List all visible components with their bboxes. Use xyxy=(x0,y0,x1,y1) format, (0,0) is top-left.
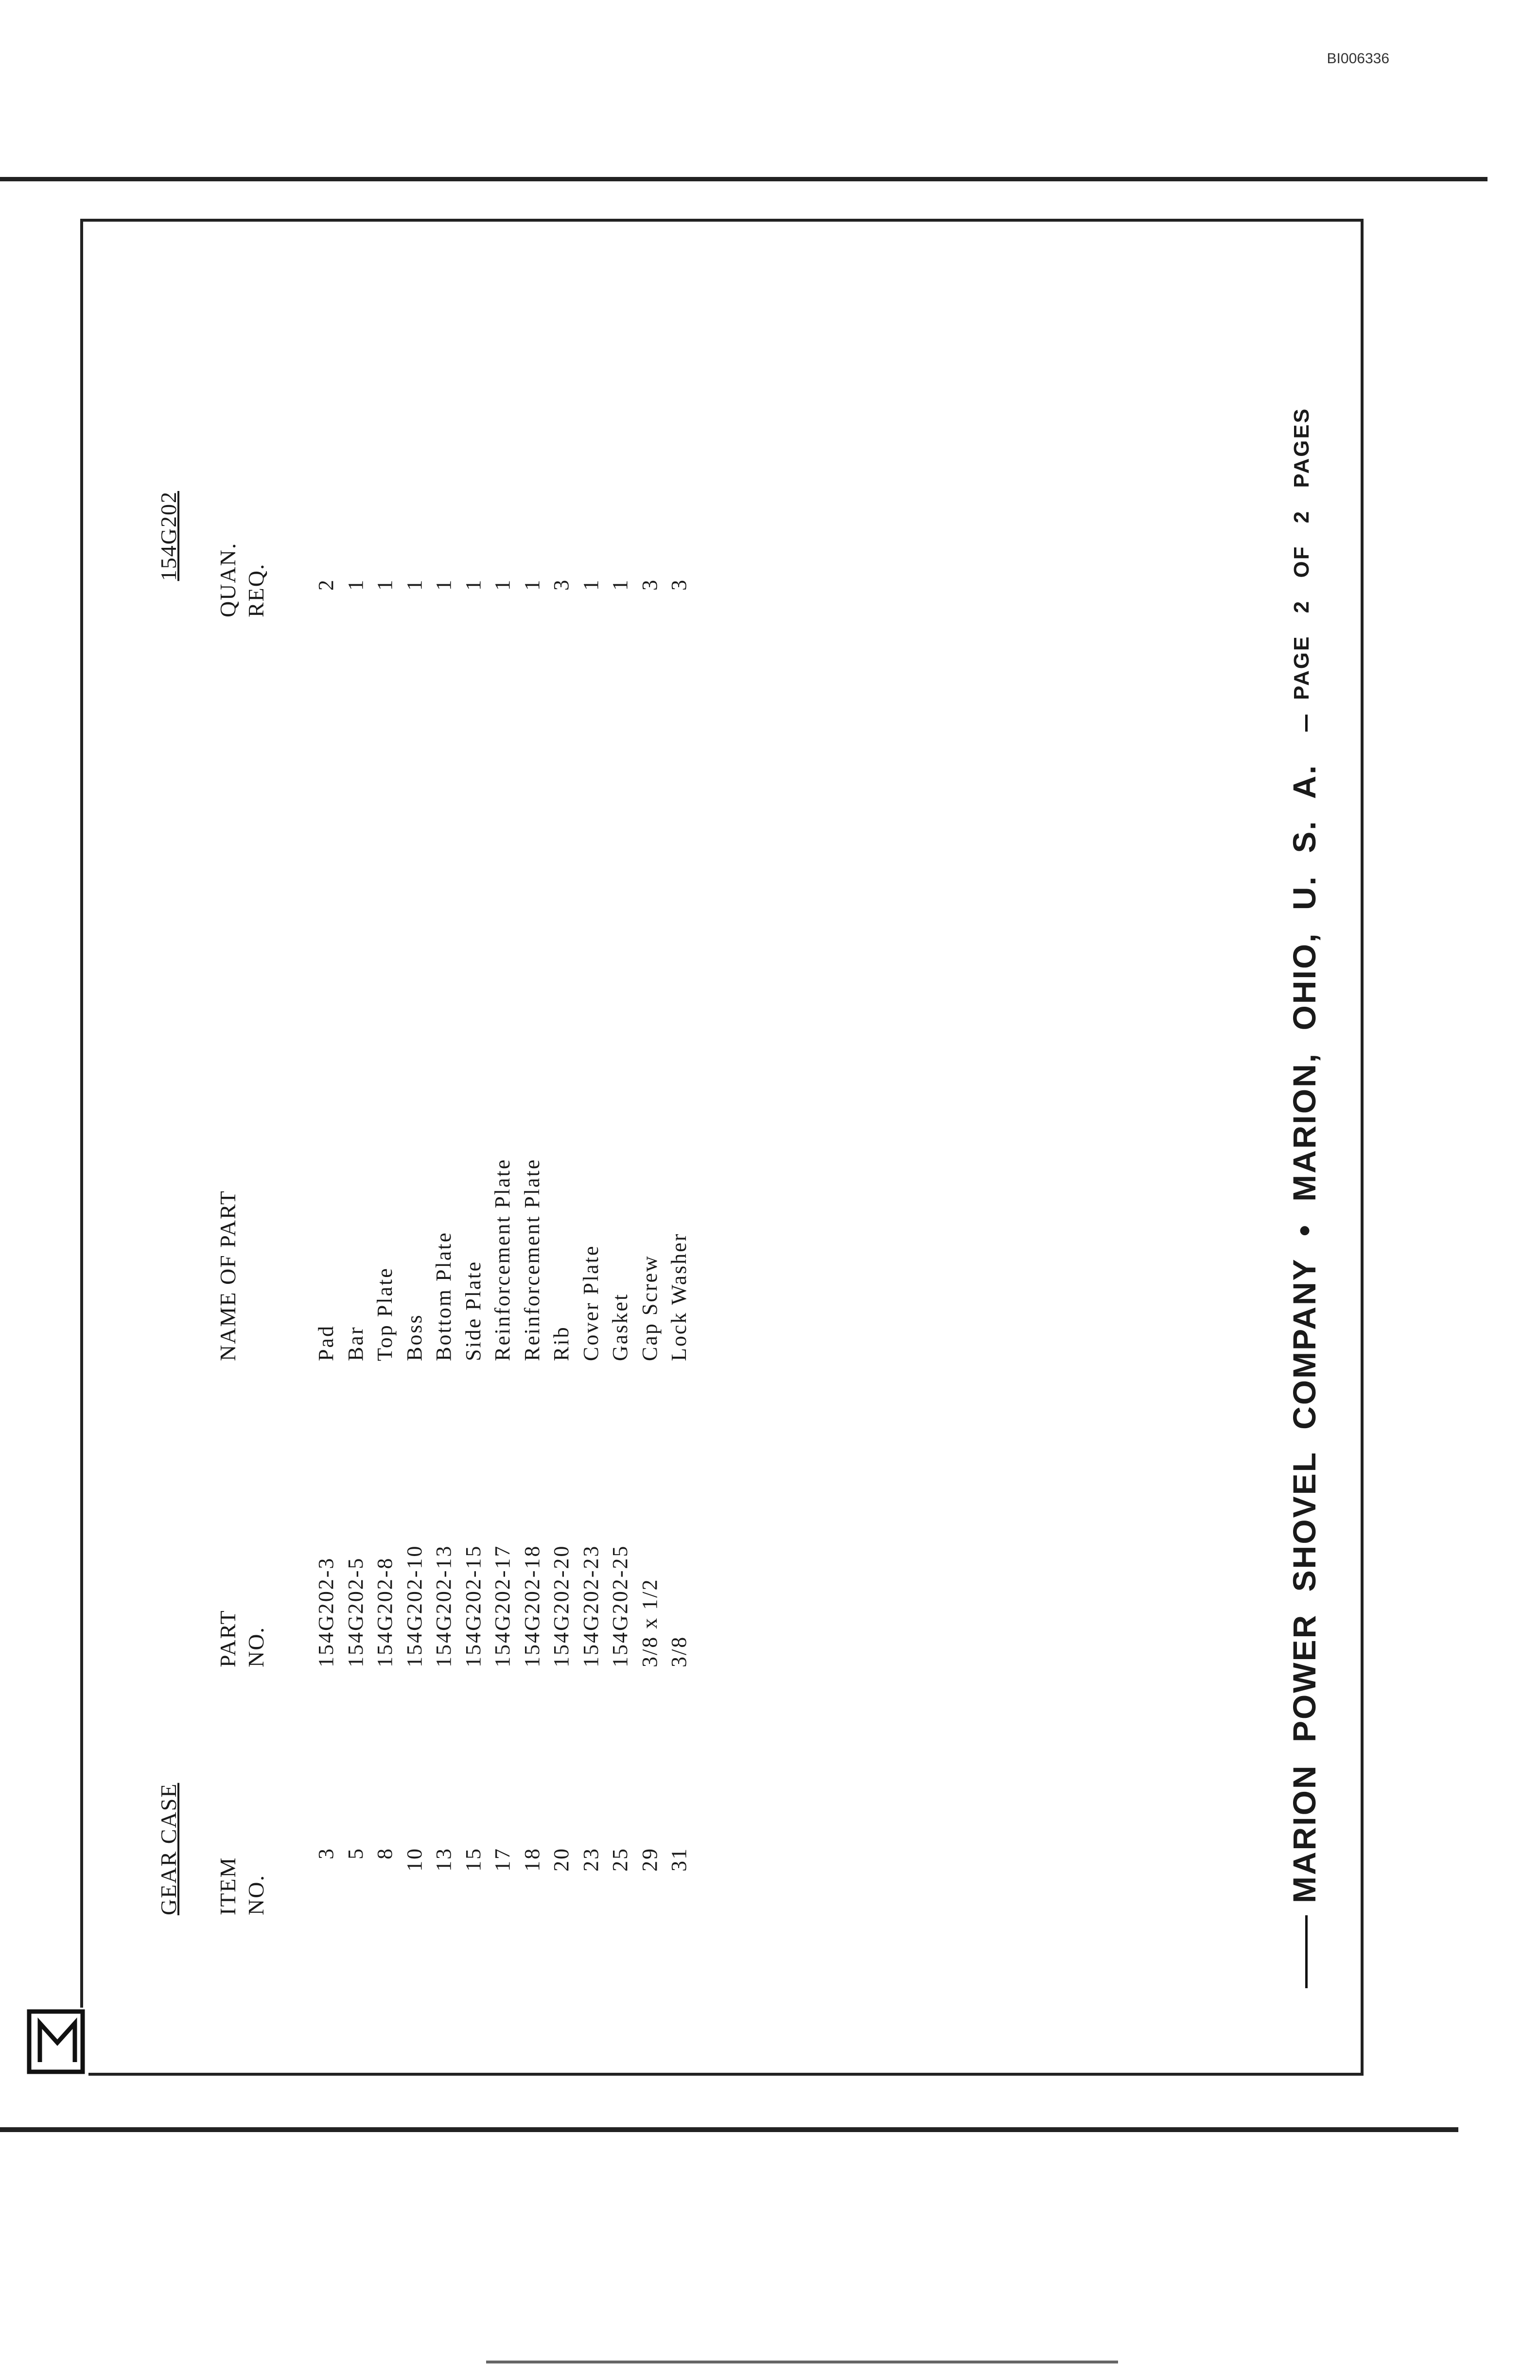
document-id: BI006336 xyxy=(1327,51,1389,67)
part-name: Bottom Plate xyxy=(432,1231,455,1361)
part-number: 154G202-3 xyxy=(314,1557,338,1667)
scan-edge-bottom xyxy=(0,2127,1458,2132)
part-number: 154G202-15 xyxy=(461,1544,485,1667)
parts-row xyxy=(637,219,667,2076)
part-number: 154G202-17 xyxy=(490,1544,514,1667)
part-name: Gasket xyxy=(608,1293,632,1361)
item-number: 31 xyxy=(667,1847,691,1872)
scan-edge-top xyxy=(0,177,1488,181)
company-name: MARION POWER SHOVEL COMPANY • MARION, OHIO, U. S. A. xyxy=(1286,764,1322,1903)
part-name: Boss xyxy=(402,1313,426,1361)
parts-row xyxy=(490,219,520,2076)
item-number: 20 xyxy=(549,1847,573,1872)
item-number: 5 xyxy=(343,1847,368,1859)
part-number: 154G202-13 xyxy=(432,1544,455,1667)
item-number: 8 xyxy=(373,1847,397,1859)
column-header-quantity: QUAN. REQ. xyxy=(215,542,268,617)
assembly-number: 154G202 xyxy=(156,491,181,581)
footer-rule-left xyxy=(1305,1915,1308,1988)
quantity: 1 xyxy=(432,578,455,591)
parts-row xyxy=(372,219,402,2076)
part-name: Cover Plate xyxy=(578,1244,603,1361)
company-footer xyxy=(1276,258,1334,1988)
item-number: 10 xyxy=(402,1847,426,1872)
part-name: Side Plate xyxy=(461,1260,485,1361)
part-name: Top Plate xyxy=(373,1267,397,1361)
quantity: 3 xyxy=(637,578,662,591)
part-number: 154G202-8 xyxy=(373,1557,397,1667)
parts-row xyxy=(314,219,343,2076)
part-number: 154G202-25 xyxy=(608,1544,632,1667)
column-header-item: ITEM NO. xyxy=(215,1856,268,1915)
part-name: Lock Washer xyxy=(667,1232,691,1361)
quantity: 3 xyxy=(549,578,573,591)
item-number: 23 xyxy=(578,1847,603,1872)
item-number: 3 xyxy=(314,1847,338,1859)
part-name: Rib xyxy=(549,1326,573,1361)
part-name: Reinforcement Plate xyxy=(490,1158,514,1361)
quantity: 1 xyxy=(373,578,397,591)
part-number: 154G202-5 xyxy=(343,1557,368,1667)
part-name: Reinforcement Plate xyxy=(520,1158,544,1361)
quantity: 1 xyxy=(520,578,544,591)
part-number: 3/8 x 1/2 xyxy=(637,1578,662,1667)
parts-row xyxy=(666,219,696,2076)
parts-row xyxy=(549,219,578,2076)
column-header-name: NAME OF PART xyxy=(215,1190,240,1361)
sheet-title: GEAR CASE xyxy=(156,1783,181,1915)
parts-row xyxy=(431,219,461,2076)
parts-row xyxy=(608,219,637,2076)
item-number: 17 xyxy=(490,1847,514,1872)
parts-row xyxy=(520,219,549,2076)
page-number: PAGE 2 OF 2 PAGES xyxy=(1290,407,1313,700)
part-name: Cap Screw xyxy=(637,1255,662,1361)
item-number: 15 xyxy=(461,1847,485,1872)
quantity: 1 xyxy=(490,578,514,591)
item-number: 18 xyxy=(520,1847,544,1872)
quantity: 1 xyxy=(461,578,485,591)
part-name: Bar xyxy=(343,1326,368,1361)
parts-sheet xyxy=(146,219,1429,2076)
quantity: 1 xyxy=(343,578,368,591)
part-number: 154G202-23 xyxy=(578,1544,603,1667)
item-number: 29 xyxy=(637,1847,662,1872)
part-number: 154G202-10 xyxy=(402,1544,426,1667)
quantity: 2 xyxy=(314,578,338,591)
part-number: 3/8 xyxy=(667,1635,691,1667)
marion-logo-icon xyxy=(25,2008,88,2076)
scan-edge-foot xyxy=(486,2361,1118,2363)
column-header-part: PART NO. xyxy=(215,1610,268,1667)
quantity: 1 xyxy=(402,578,426,591)
parts-row xyxy=(402,219,432,2076)
part-number: 154G202-18 xyxy=(520,1544,544,1667)
quantity: 1 xyxy=(608,578,632,591)
footer-rule-right xyxy=(1305,715,1308,732)
parts-row xyxy=(461,219,490,2076)
item-number: 13 xyxy=(432,1847,455,1872)
quantity: 3 xyxy=(667,578,691,591)
parts-row xyxy=(578,219,608,2076)
parts-row xyxy=(343,219,373,2076)
quantity: 1 xyxy=(578,578,603,591)
parts-list xyxy=(314,219,696,2076)
item-number: 25 xyxy=(608,1847,632,1872)
part-name: Pad xyxy=(314,1325,338,1361)
part-number: 154G202-20 xyxy=(549,1544,573,1667)
